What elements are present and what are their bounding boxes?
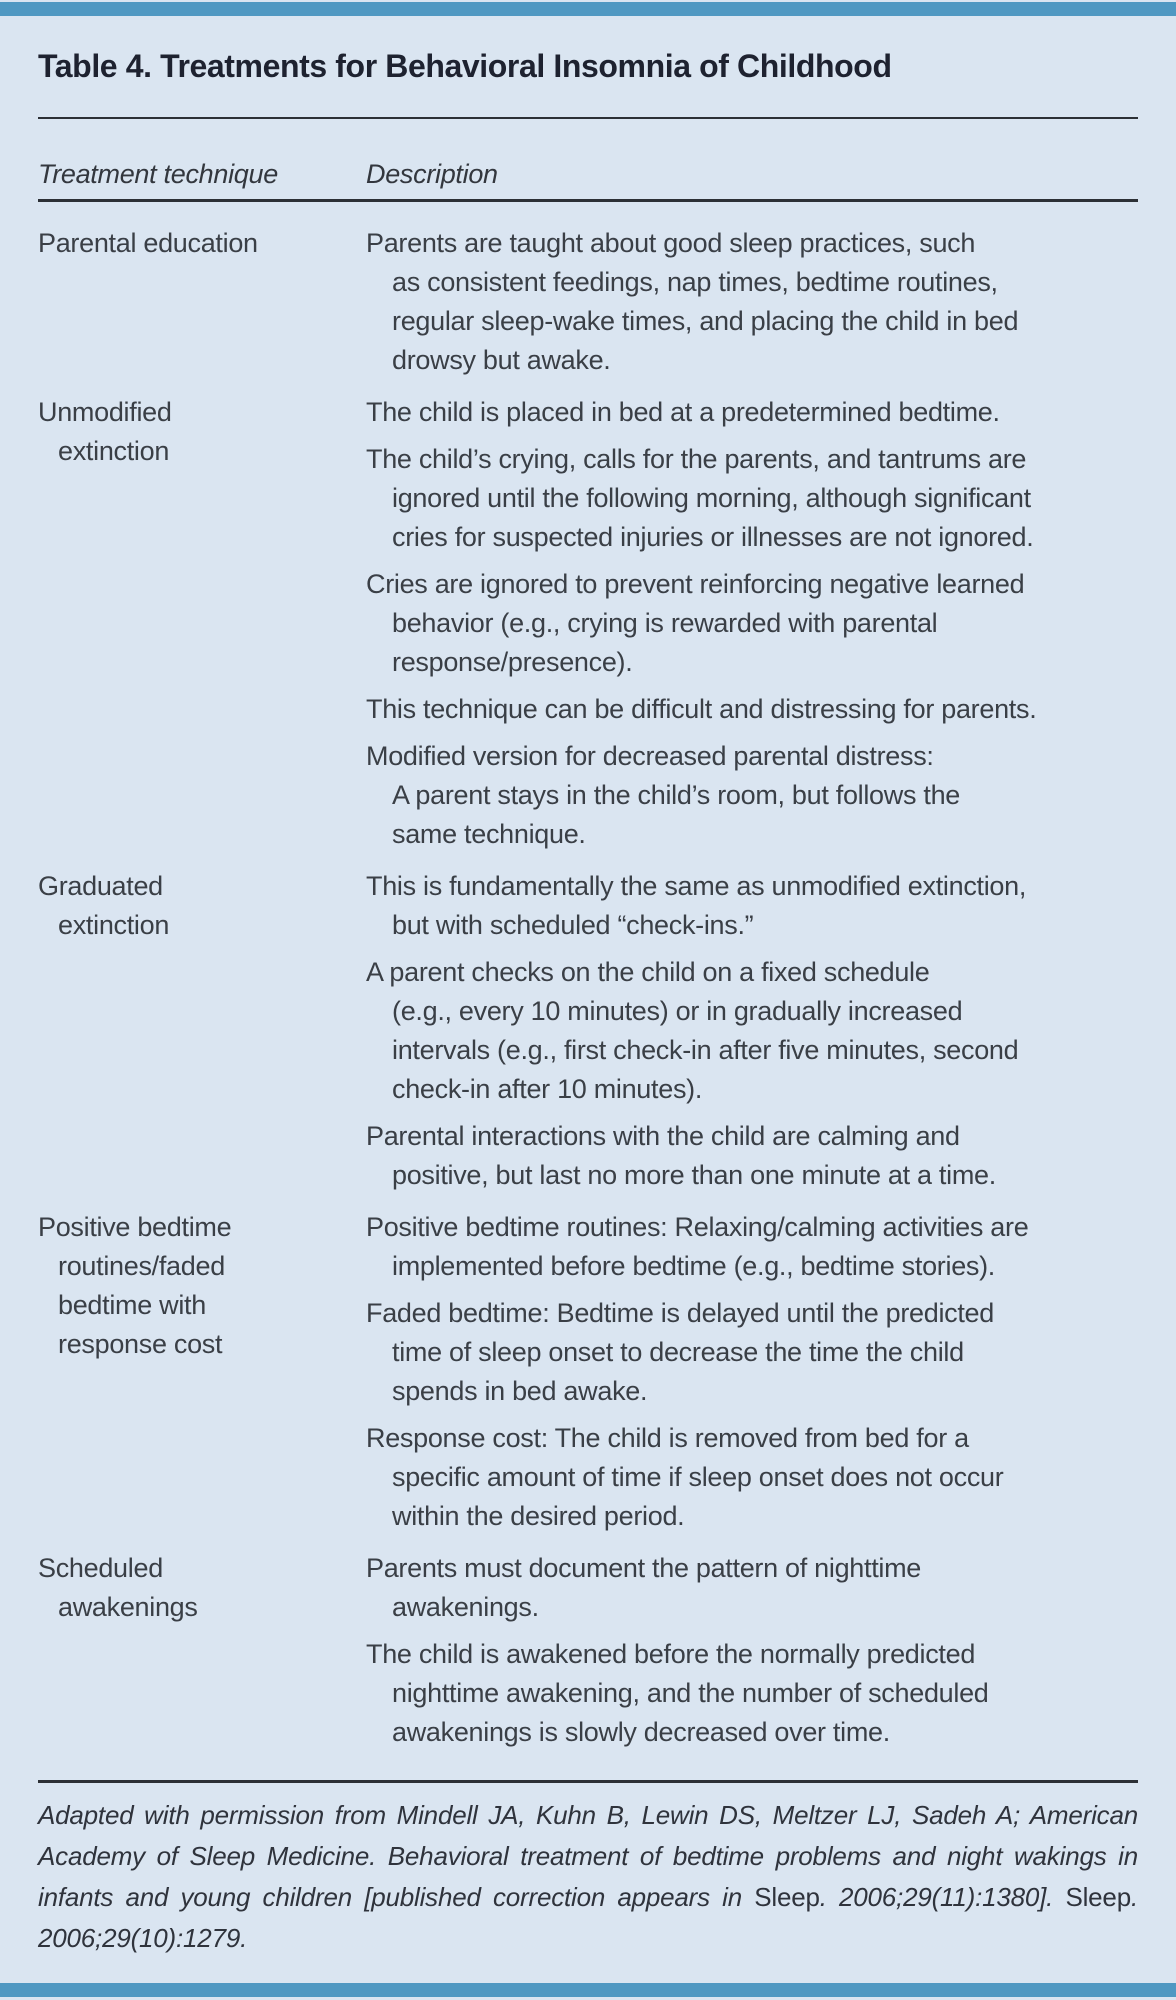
description-line: cries for suspected injuries or illnesses are not ignored.	[392, 522, 1034, 552]
description-line: spends in bed awake.	[392, 1376, 648, 1406]
technique-line: Unmodified	[38, 397, 172, 427]
description-line: The child is awakened before the normally predicted	[366, 1639, 976, 1669]
description-line: check-in after 10 minutes).	[392, 1074, 703, 1104]
description-line: A parent stays in the child’s room, but follows the	[392, 780, 961, 810]
description-paragraph	[366, 224, 1138, 380]
description-line: implemented before bedtime (e.g., bedtime stories).	[392, 1251, 995, 1281]
table-header-row	[38, 159, 1138, 189]
technique-line: routines/faded	[58, 1251, 225, 1281]
description-line: Parents must document the pattern of nighttime	[366, 1553, 922, 1583]
table-row	[38, 1549, 1138, 1752]
table-row	[38, 224, 1138, 380]
description-paragraph	[366, 1208, 1138, 1286]
table-container	[38, 16, 1138, 1959]
technique-cell	[38, 224, 366, 380]
description-line: within the desired period.	[392, 1501, 685, 1531]
description-cell	[366, 1549, 1138, 1752]
table-row	[38, 1208, 1138, 1536]
description-line: response/presence).	[392, 647, 633, 677]
description-line: This is fundamentally the same as unmodified extinction,	[366, 871, 1027, 901]
description-line: (e.g., every 10 minutes) or in gradually increased	[392, 996, 963, 1026]
technique-cell	[38, 1208, 366, 1536]
description-paragraph	[366, 737, 1138, 776]
description-line: drowsy but awake.	[392, 345, 611, 375]
technique-line: Parental education	[38, 228, 258, 258]
technique-line: extinction	[58, 436, 170, 466]
technique-line: awakenings	[58, 1592, 198, 1622]
technique-line: Graduated	[38, 871, 163, 901]
description-line: awakenings is slowly decreased over time.	[392, 1717, 890, 1747]
description-paragraph	[366, 690, 1138, 729]
description-line: regular sleep-wake times, and placing the child in bed	[392, 306, 1019, 336]
technique-cell	[38, 393, 366, 854]
description-line: A parent checks on the child on a fixed schedule	[366, 957, 930, 987]
description-paragraph	[366, 393, 1138, 432]
description-paragraph	[366, 1549, 1138, 1627]
footnote-segment: Sleep	[754, 1882, 820, 1912]
description-paragraph	[366, 1419, 1138, 1536]
description-cell	[366, 224, 1138, 380]
description-line: Response cost: The child is removed from bed for a	[366, 1423, 969, 1453]
description-cell	[366, 1208, 1138, 1536]
description-paragraph	[366, 1294, 1138, 1411]
description-line: The child’s crying, calls for the parents, and tantrums are	[366, 444, 1027, 474]
description-line: behavior (e.g., crying is rewarded with parental	[392, 608, 938, 638]
description-line: Positive bedtime routines: Relaxing/calming activities are	[366, 1212, 1029, 1242]
description-line: awakenings.	[392, 1592, 539, 1622]
description-paragraph	[366, 1117, 1138, 1195]
column-header-description: Description	[366, 159, 498, 189]
description-line: This technique can be difficult and distressing for parents.	[366, 694, 1037, 724]
table-body	[38, 224, 1138, 1752]
table-row	[38, 393, 1138, 854]
column-header-technique: Treatment technique	[38, 159, 278, 189]
technique-line: bedtime with	[58, 1290, 206, 1320]
footnote-segment: Adapted with permission from Mindell JA, Kuhn B, Lewin DS, Meltzer LJ, Sadeh A; American Academy of Sleep Medicine. Behavioral treatment of bedtime problems and night wakings in infants and young children [published correction appears in	[38, 1800, 1138, 1912]
description-line: The child is placed in bed at a predetermined bedtime.	[366, 397, 1000, 427]
bottom-border-bar	[0, 1983, 1176, 1997]
description-paragraph	[366, 1635, 1138, 1752]
description-line: as consistent feedings, nap times, bedtime routines,	[392, 267, 998, 297]
table-title: Table 4. Treatments for Behavioral Insomnia of Childhood	[38, 48, 892, 84]
description-line: same technique.	[392, 819, 586, 849]
description-paragraph	[366, 565, 1138, 682]
technique-line: extinction	[58, 910, 170, 940]
title-rule	[38, 117, 1138, 119]
description-line: Modified version for decreased parental distress:	[366, 741, 934, 771]
description-cell	[366, 393, 1138, 854]
description-line: positive, but last no more than one minute at a time.	[392, 1160, 996, 1190]
footer-rule	[38, 1780, 1138, 1783]
footnote	[38, 1795, 1138, 1959]
description-line: Faded bedtime: Bedtime is delayed until the predicted	[366, 1298, 994, 1328]
table-row	[38, 867, 1138, 1195]
description-line: but with scheduled “check-ins.”	[392, 910, 754, 940]
description-line: intervals (e.g., first check-in after five minutes, second	[392, 1035, 1019, 1065]
description-line: Cries are ignored to prevent reinforcing negative learned	[366, 569, 1025, 599]
technique-cell	[38, 867, 366, 1195]
header-rule	[38, 199, 1138, 202]
description-line: ignored until the following morning, although significant	[392, 483, 1031, 513]
description-line: Parental interactions with the child are calming and	[366, 1121, 960, 1151]
footnote-segment: . 2006;29(10):1279.	[38, 1882, 1138, 1953]
description-line: Parents are taught about good sleep practices, such	[366, 228, 976, 258]
description-paragraph	[366, 440, 1138, 557]
footnote-segment: . 2006;29(11):1380].	[819, 1882, 1066, 1912]
description-paragraph	[366, 953, 1138, 1109]
technique-line: Positive bedtime	[38, 1212, 232, 1242]
technique-line: response cost	[58, 1329, 223, 1359]
description-paragraph	[366, 867, 1138, 945]
technique-cell	[38, 1549, 366, 1752]
description-line: nighttime awakening, and the number of scheduled	[392, 1678, 989, 1708]
description-line: specific amount of time if sleep onset does not occur	[392, 1462, 1004, 1492]
footnote-segment: Sleep	[1065, 1882, 1131, 1912]
top-border-bar	[0, 2, 1176, 16]
description-cell	[366, 867, 1138, 1195]
description-line: time of sleep onset to decrease the time the child	[392, 1337, 964, 1367]
technique-line: Scheduled	[38, 1553, 163, 1583]
description-paragraph	[366, 776, 1138, 854]
